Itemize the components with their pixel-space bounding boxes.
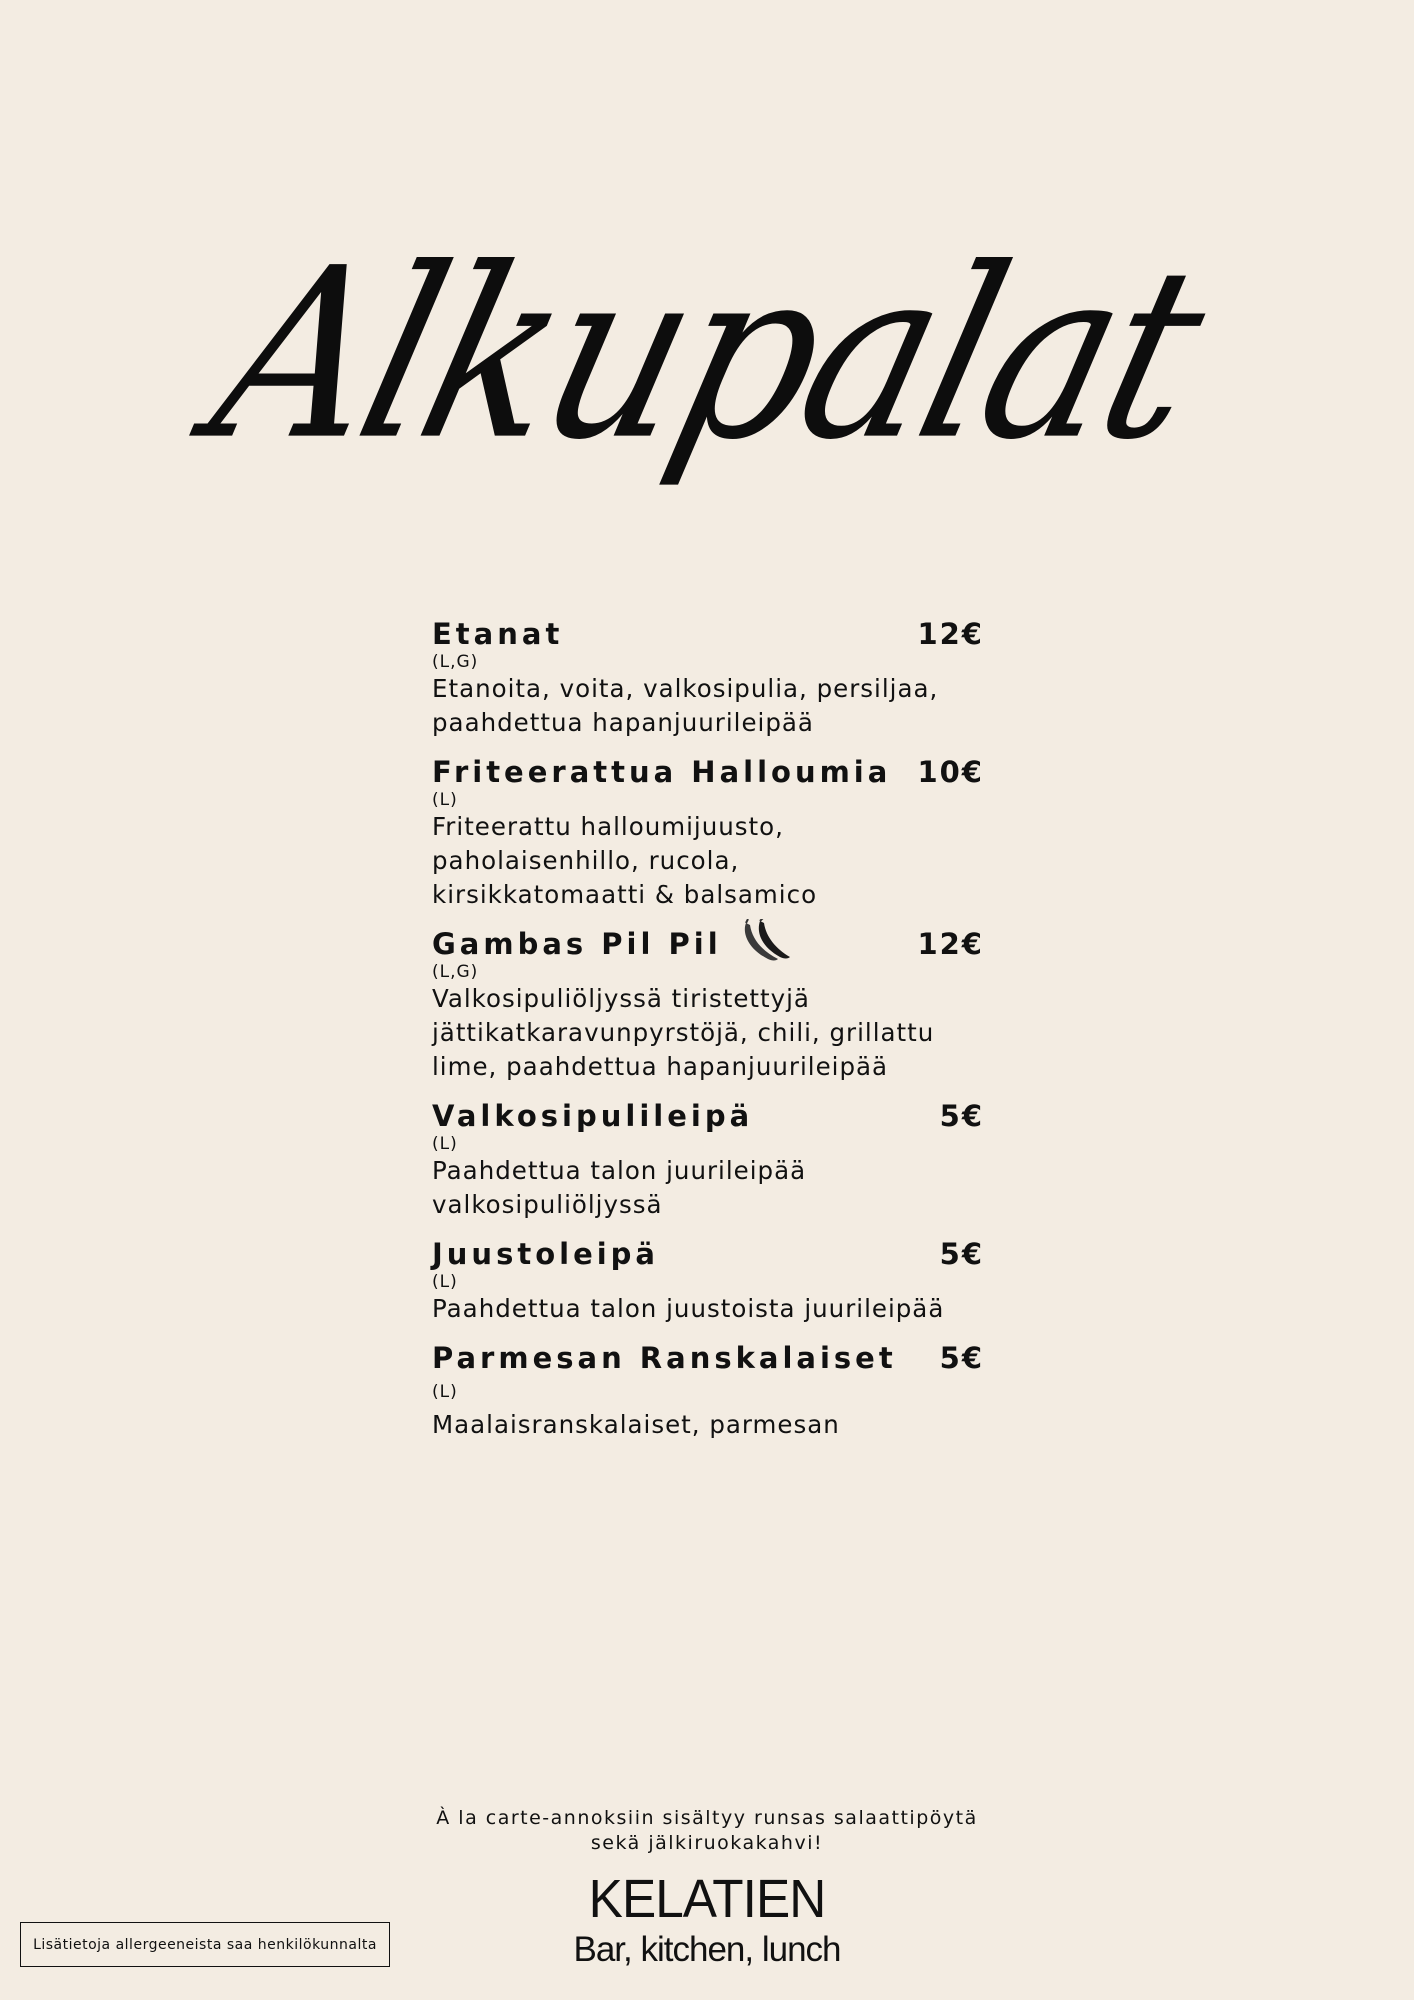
description-line: Etanoita, voita, valkosipulia, persiljaa, [432,674,939,703]
allergen-info-box [20,1922,390,1967]
chili-pepper-icon [738,919,794,970]
menu-title: Alkupalat [191,217,1224,492]
menu-item-name: Valkosipulileipä [432,1099,754,1133]
menu-item-header [432,1340,984,1376]
menu-item-description [432,1292,984,1326]
menu-item [432,1236,984,1326]
description-line: paholaisenhillo, rucola, [432,846,740,875]
description-line: Paahdettua talon juustoista juurileipää [432,1294,945,1323]
menu-item-price: 12€ [917,927,984,961]
menu-item-name: Friteerattua Halloumia [432,755,892,789]
brand-tagline: Bar, kitchen, lunch [573,1930,841,1969]
menu-item-name: Parmesan Ranskalaiset [432,1341,897,1375]
menu-item-description [432,982,984,1084]
menu-item [432,616,984,740]
menu-item-header [432,1098,984,1134]
menu-item-price: 12€ [917,617,984,651]
footer-note-line: sekä jälkiruokakahvi! [590,1832,824,1854]
menu-item-price: 5€ [939,1341,984,1375]
menu-item-name: Etanat [432,617,564,651]
menu-item-description [432,1408,984,1442]
menu-item-price: 5€ [939,1099,984,1133]
description-line: kirsikkatomaatti & balsamico [432,880,818,909]
allergen-info-text: Lisätietoja allergeeneista saa henkilökunnalta [33,1936,377,1953]
footer-note-line: À la carte-annoksiin sisältyy runsas salaattipöytä [436,1807,978,1829]
menu-item-diet-tags: (L) [432,1382,458,1402]
description-line: Paahdettua talon juurileipää [432,1156,807,1185]
menu-item-diet-tags: (L,G) [432,962,479,982]
menu-item-diet-tags: (L) [432,1272,458,1292]
menu-list [432,616,984,1456]
menu-item-description [432,1154,984,1222]
menu-item-diet-tags: (L,G) [432,652,479,672]
menu-item-price: 10€ [917,755,984,789]
menu-item-diet-tags: (L) [432,790,458,810]
menu-item-header [432,1236,984,1272]
menu-item-description [432,810,984,912]
brand-logo: KELATIEN [588,1869,826,1929]
description-line: jättikatkaravunpyrstöjä, chili, grillattu [432,1018,935,1047]
description-line: Valkosipuliöljyssä tiristettyjä [432,984,810,1013]
footer-note [0,1806,1414,1856]
menu-item-name: Gambas Pil Pil [432,927,722,961]
menu-item-name: Juustoleipä [432,1237,660,1271]
menu-item [432,754,984,912]
menu-item-name-wrap [432,919,794,970]
menu-item-price: 5€ [939,1237,984,1271]
description-line: lime, paahdettua hapanjuurileipää [432,1052,889,1081]
menu-item [432,1340,984,1442]
description-line: Friteerattu halloumijuusto, [432,812,784,841]
menu-item-header [432,616,984,652]
menu-item-diet-tags: (L) [432,1134,458,1154]
description-line: paahdettua hapanjuurileipää [432,708,814,737]
menu-item-header [432,926,984,962]
menu-item-header [432,754,984,790]
menu-item [432,1098,984,1222]
description-line: valkosipuliöljyssä [432,1190,663,1219]
description-line: Maalaisranskalaiset, parmesan [432,1410,840,1439]
menu-item [432,926,984,1084]
menu-item-description [432,672,984,740]
